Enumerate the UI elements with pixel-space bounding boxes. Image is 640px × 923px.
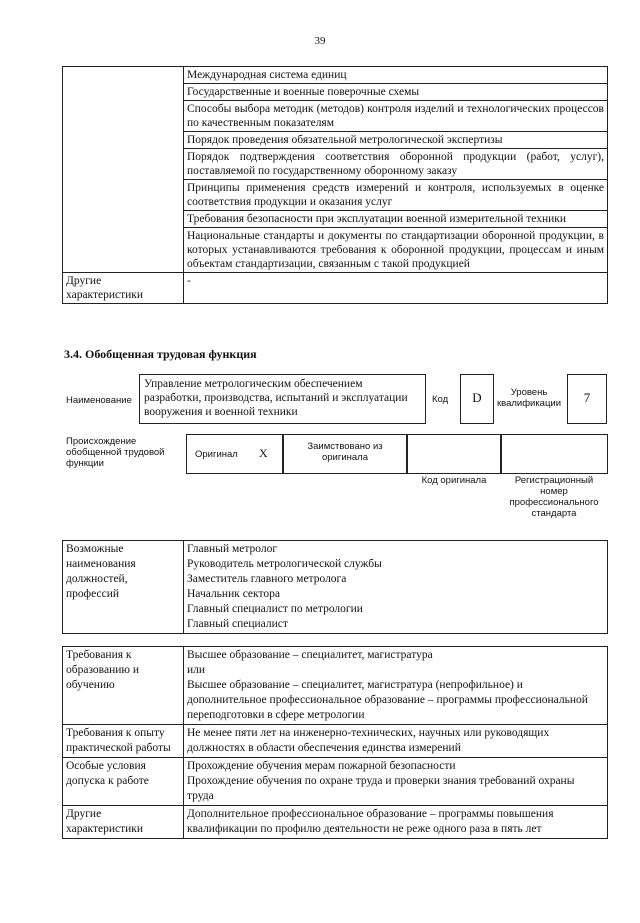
row-label: Требования к опыту практической работы [63, 725, 184, 758]
table-cell: Требования безопасности при эксплуатации военной измерительной техники [184, 211, 608, 228]
original-code-box [406, 434, 502, 474]
table-row [63, 806, 608, 839]
cell-line: Прохождение обучения по охране труда и проверки знания требований охраны труда [187, 775, 575, 802]
original-label: Оригинал [195, 449, 238, 460]
cell-line: Прохождение обучения мерам пожарной безопасности [187, 760, 456, 772]
borrowed-label: Заимствовано из оригинала [307, 441, 383, 463]
table-row [63, 758, 608, 806]
table-cell [184, 758, 608, 806]
borrowed-box [282, 434, 408, 474]
table-row [63, 273, 608, 304]
list-item: Главный метролог [187, 543, 278, 555]
requirements-table [62, 646, 608, 839]
original-mark: X [259, 446, 268, 460]
section-title: 3.4. Обобщенная трудовая функция [64, 347, 257, 361]
list-item: Главный специалист по метрологии [187, 603, 363, 615]
table-cell: Международная система единиц [184, 67, 608, 84]
row-label: Возможные наименования должностей, профессий [63, 541, 184, 634]
reg-number-box [500, 434, 608, 474]
table-row [63, 541, 608, 634]
row-label: Особые условия допуска к работе [63, 758, 184, 806]
code-value-box [460, 374, 494, 424]
table-row [63, 725, 608, 758]
positions-table [62, 540, 608, 634]
table-cell: Принципы применения средств измерений и контроля, используемых в оценке соответствия продукции и оказания услуг [184, 180, 608, 211]
table-cell [184, 806, 608, 839]
level-value: 7 [583, 390, 591, 405]
level-value-box [567, 374, 607, 424]
name-value: Управление метрологическим обеспечением разработки, производства, испытаний и эксплуатации вооружения и военной техники [144, 378, 408, 418]
list-item: Руководитель метрологической службы [187, 558, 382, 570]
original-box [186, 434, 284, 474]
positions-cell [184, 541, 608, 634]
code-label: Код [432, 394, 449, 405]
code-value: D [472, 390, 482, 405]
table-cell: Порядок проведения обязательной метрологической экспертизы [184, 132, 608, 149]
list-item: Главный специалист [187, 618, 288, 630]
cell-line: Высшее образование – специалитет, магистратура (непрофильное) и дополнительное профессиональное образование – программы профессиональной переподготовки в сфере метрологии [187, 679, 588, 721]
cell-line: Не менее пяти лет на инженерно-технических, научных или руководящих должностях в области обеспечения единства измерений [187, 727, 550, 754]
level-label: Уровень квалификации [496, 387, 562, 409]
table-cell: Способы выбора методик (методов) контроля изделий и технологических процессов по качественным показателям [184, 101, 608, 132]
reg-number-caption: Регистрационный номер профессионального стандарта [509, 475, 599, 519]
table-cell [184, 647, 608, 725]
table-cell: Порядок подтверждения соответствия оборонной продукции (работ, услуг), поставляемой по государственному оборонному заказу [184, 149, 608, 180]
list-item: Заместитель главного метролога [187, 573, 347, 585]
cell-line: Высшее образование – специалитет, магистратура [187, 649, 433, 661]
row-label: Другие характеристики [63, 273, 184, 304]
table-cell [184, 725, 608, 758]
table-cell: - [184, 273, 608, 304]
page-number: 39 [314, 35, 326, 47]
row-label: Другие характеристики [63, 806, 184, 839]
name-value-box [139, 374, 426, 424]
row-label: Требования к образованию и обучению [63, 647, 184, 725]
table-row [63, 647, 608, 725]
empty-label-cell [63, 67, 184, 273]
top-knowledge-table [62, 66, 608, 304]
cell-line: Дополнительное профессиональное образование – программы повышения квалификации по профилю деятельности не реже одного раза в пять лет [187, 808, 554, 835]
origin-label: Происхождение обобщенной трудовой функции [66, 436, 165, 469]
table-cell: Национальные стандарты и документы по стандартизации оборонной продукции, в которых устанавливаются требования к оборонной продукции, процессам и иным объектам стандартизации, связанным с такой продукцией [184, 228, 608, 273]
table-cell: Государственные и военные поверочные схемы [184, 84, 608, 101]
cell-line: или [187, 664, 206, 676]
list-item: Начальник сектора [187, 588, 280, 600]
table-row [63, 67, 608, 84]
name-label: Наименование [66, 395, 132, 406]
code-original-caption: Код оригинала [421, 475, 487, 486]
